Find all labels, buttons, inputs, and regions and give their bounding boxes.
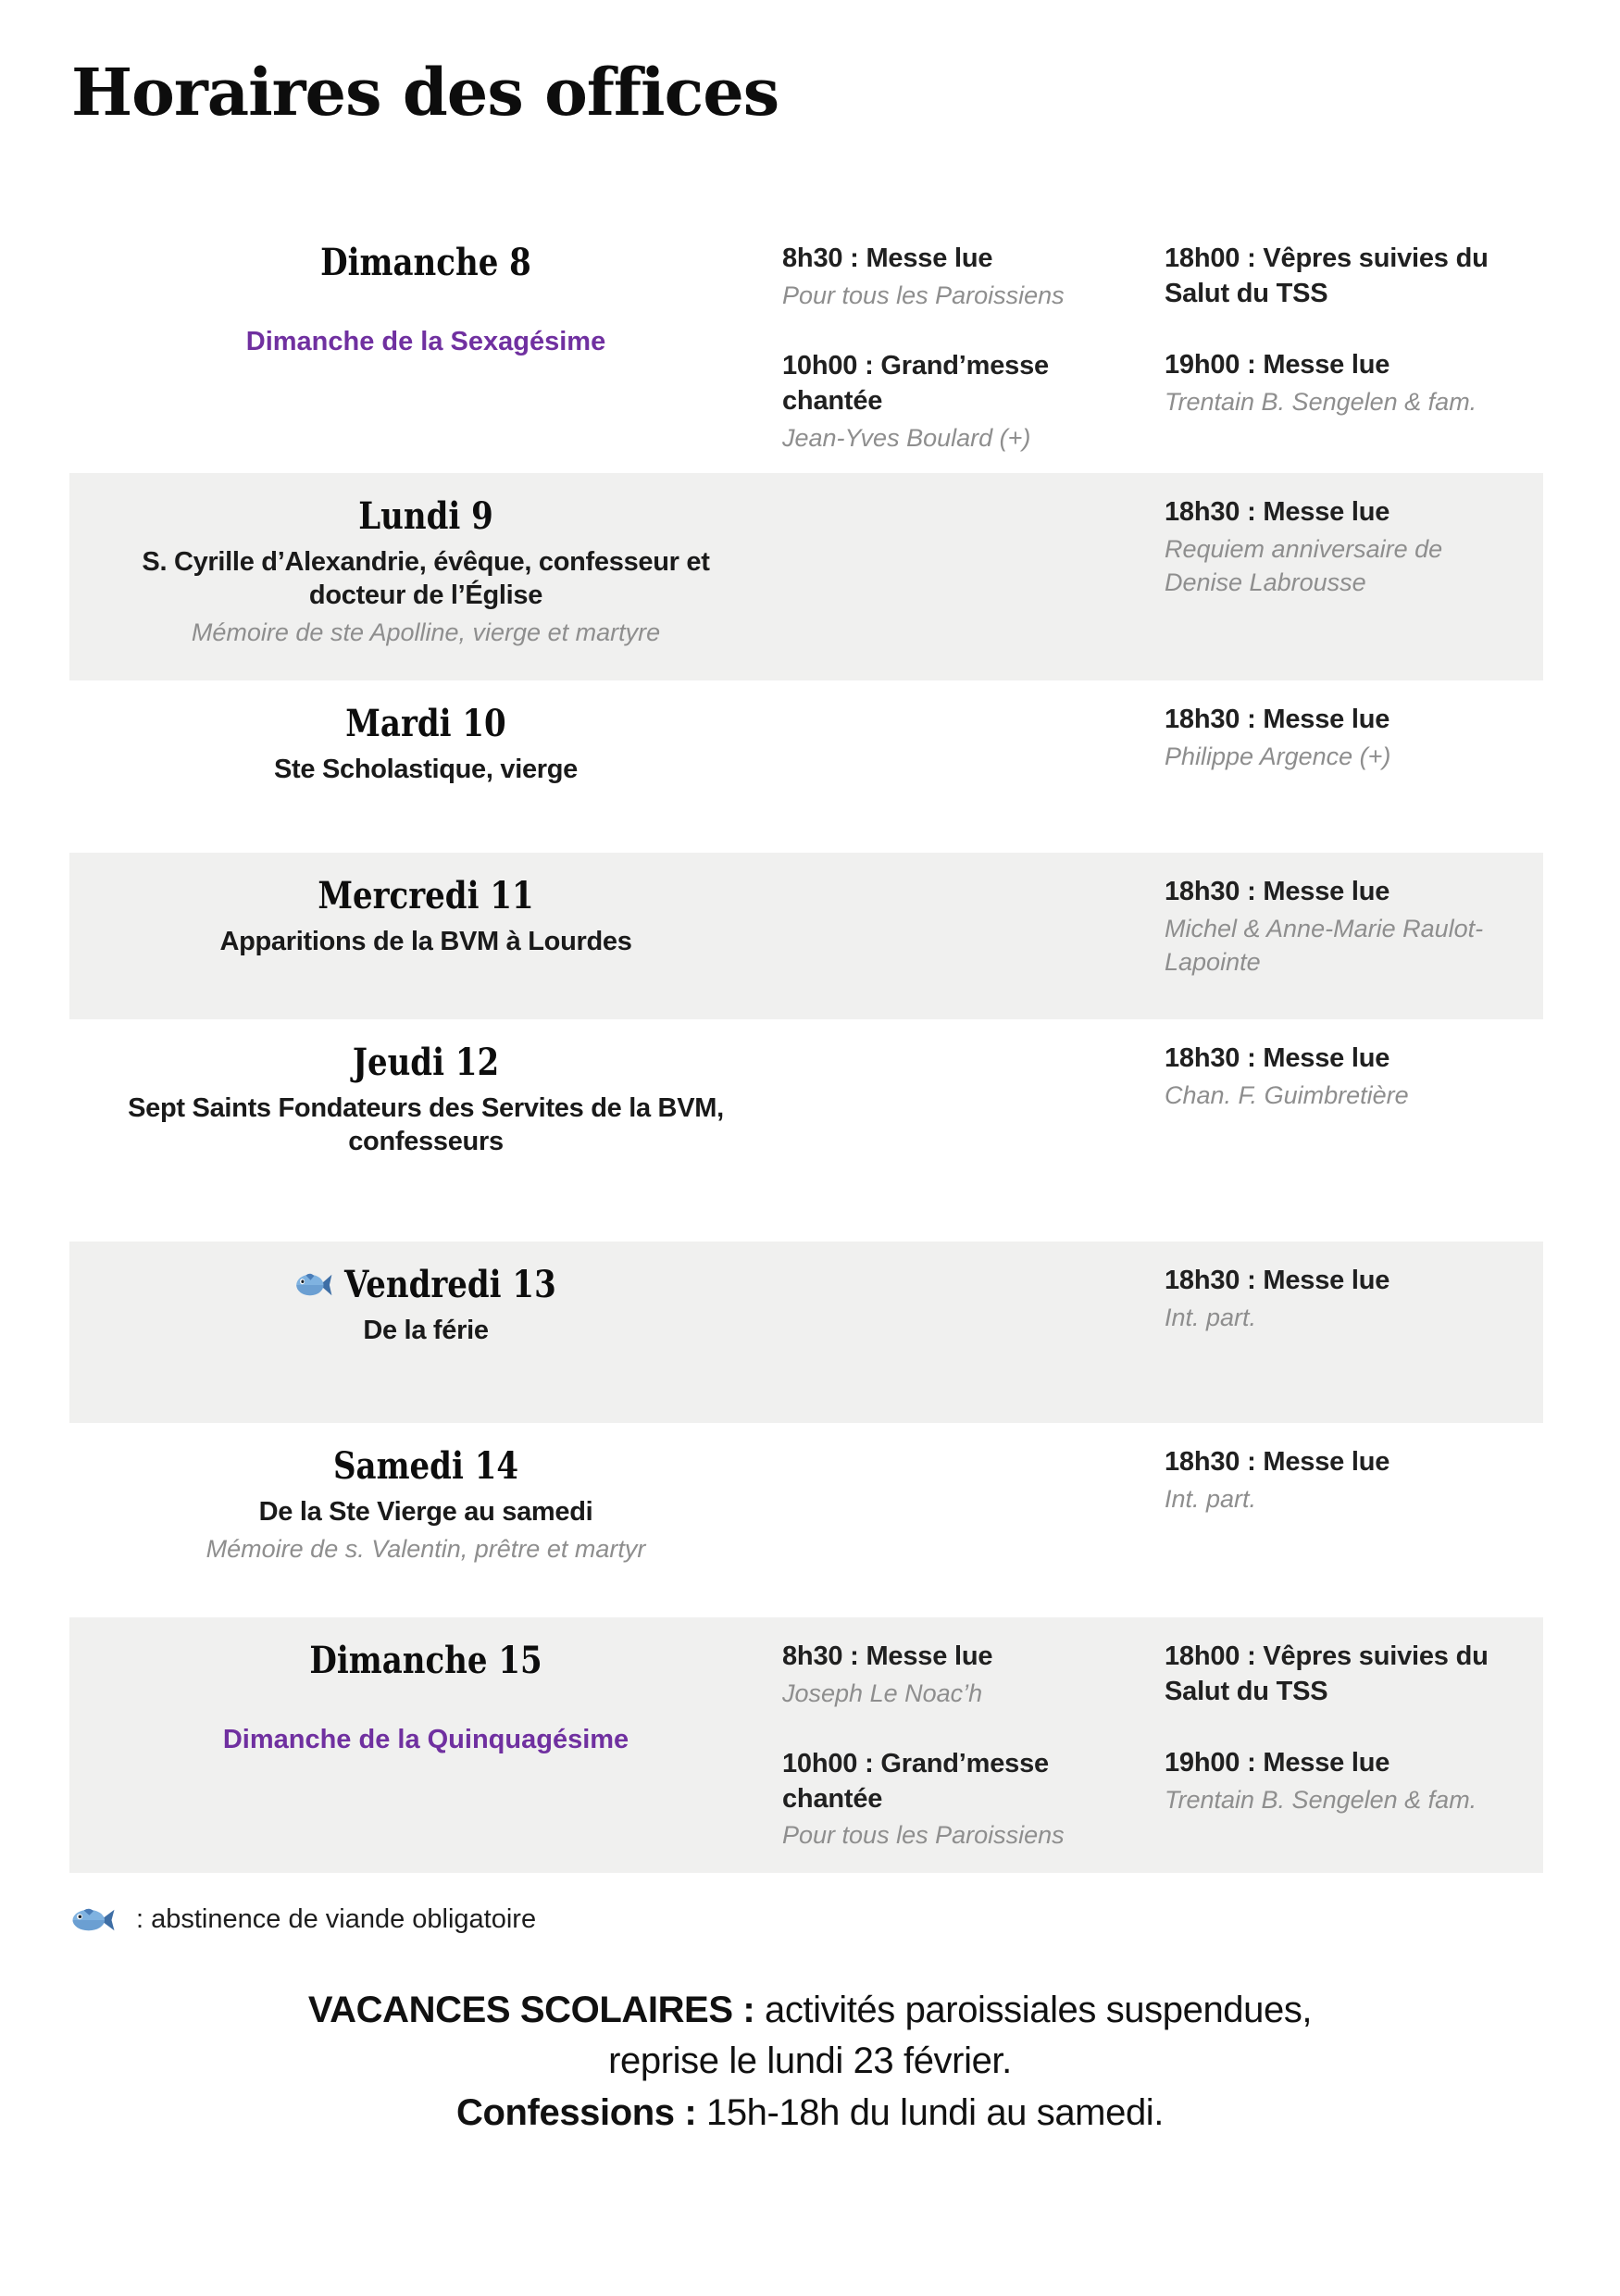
footer-line (69, 2036, 1551, 2087)
mass-time: 18h30 : Messe lue (1165, 704, 1390, 734)
mass-time: 18h30 : Messe lue (1165, 1446, 1390, 1477)
mass-column-2 (782, 703, 1165, 834)
day-label: Samedi 14 (332, 1443, 519, 1488)
feast-label: S. Cyrille d’Alexandrie, évêque, confesseur et docteur de l’Église (142, 546, 710, 611)
mass-column-3 (1165, 495, 1543, 662)
mass-column-3 (1165, 703, 1543, 834)
mass-entry (1165, 1746, 1512, 1816)
day-name (146, 703, 705, 745)
mass-entry (1165, 875, 1512, 980)
mass-intention: Int. part. (1165, 1303, 1257, 1331)
day-column (69, 1640, 782, 1854)
mass-entry (1165, 1445, 1512, 1516)
mass-time: 19h00 : Messe lue (1165, 350, 1390, 381)
day-column (69, 1445, 782, 1599)
mass-time: 18h30 : Messe lue (1165, 1042, 1390, 1073)
legend-text: : abstinence de viande obligatoire (136, 1904, 537, 1935)
mass-entry (782, 242, 1133, 312)
mass-entry (782, 1640, 1133, 1710)
schedule-row (69, 1019, 1543, 1242)
mass-intention: Pour tous les Paroissiens (782, 1821, 1065, 1850)
schedule-row (69, 853, 1543, 1019)
feast-label: Sept Saints Fondateurs des Servites de la BVM, confesseurs (128, 1092, 724, 1157)
mass-time: 18h30 : Messe lue (1165, 1265, 1390, 1295)
fish-icon (71, 1904, 116, 1935)
mass-column-2 (782, 1264, 1165, 1404)
mass-column-2 (782, 242, 1165, 455)
sunday-feast-label: Dimanche de la Sexagésime (245, 327, 606, 356)
mass-time: 18h00 : Vêpres suivies du Salut du TSS (1165, 243, 1489, 308)
day-column (69, 703, 782, 834)
mass-entry (782, 1747, 1133, 1853)
mass-intention: Jean-Yves Boulard (+) (782, 423, 1031, 452)
footer-text: activités paroissiales suspendues, (754, 1990, 1313, 2031)
footer-line (69, 1985, 1551, 2036)
schedule-row (69, 1617, 1543, 1873)
day-name (146, 1042, 705, 1084)
mass-column-3 (1165, 242, 1543, 455)
mass-time: 18h30 : Messe lue (1165, 496, 1390, 527)
mass-column-2 (782, 495, 1165, 662)
mass-intention: Michel & Anne-Marie Raulot-Lapointe (1165, 914, 1484, 977)
mass-intention: Int. part. (1165, 1484, 1257, 1513)
schedule-row (69, 219, 1543, 473)
day-label: Dimanche 8 (320, 241, 531, 284)
mass-entry (1165, 348, 1512, 418)
schedule-row (69, 1242, 1543, 1423)
mass-time: 10h00 : Grand’messe chantée (782, 351, 1049, 416)
mass-entry (1165, 703, 1512, 773)
schedule-row (69, 1423, 1543, 1617)
mass-column-3 (1165, 1042, 1543, 1223)
day-name (146, 1640, 705, 1682)
mass-entry (1165, 495, 1512, 600)
mass-entry (1165, 1042, 1512, 1112)
footer-line (69, 2088, 1551, 2139)
mass-time: 8h30 : Messe lue (782, 243, 993, 273)
sunday-feast-label: Dimanche de la Quinquagésime (222, 1724, 629, 1754)
footer-notices (69, 1985, 1551, 2139)
day-name (146, 1264, 705, 1306)
day-name (146, 875, 705, 917)
schedule-row (69, 680, 1543, 853)
mass-intention: Joseph Le Noac’h (782, 1678, 983, 1707)
page-title: Horaires des offices (71, 54, 779, 131)
mass-intention: Trentain B. Sengelen & fam. (1165, 1786, 1477, 1814)
day-name (146, 242, 705, 284)
fish-icon (71, 1905, 116, 1935)
mass-entry (1165, 1264, 1512, 1334)
mass-intention: Pour tous les Paroissiens (782, 281, 1065, 309)
mass-time: 19h00 : Messe lue (1165, 1748, 1390, 1778)
mass-intention: Trentain B. Sengelen & fam. (1165, 388, 1477, 417)
mass-time: 8h30 : Messe lue (782, 1641, 993, 1671)
day-column (69, 875, 782, 1001)
footer-text: VACANCES SCOLAIRES : (307, 1990, 755, 2031)
day-label: Jeudi 12 (352, 1040, 500, 1084)
feast-label: Ste Scholastique, vierge (273, 754, 579, 784)
day-column (69, 1264, 782, 1404)
mass-intention: Chan. F. Guimbretière (1165, 1080, 1409, 1109)
mass-entry (1165, 1640, 1512, 1709)
mass-intention: Requiem anniversaire de Denise Labrousse (1165, 534, 1443, 597)
schedule (69, 219, 1543, 1873)
fish-icon (295, 1270, 333, 1300)
mass-column-3 (1165, 1264, 1543, 1404)
mass-entry (782, 349, 1133, 455)
day-name (146, 495, 705, 538)
mass-column-3 (1165, 1640, 1543, 1854)
mass-column-2 (782, 1445, 1165, 1599)
fish-legend (71, 1904, 1551, 1935)
day-column (69, 1042, 782, 1223)
footer-text: reprise le lundi 23 février. (608, 2040, 1012, 2082)
footer-text: 15h-18h du lundi au samedi. (696, 2091, 1164, 2133)
day-label: Mercredi 11 (318, 873, 534, 917)
mass-column-3 (1165, 1445, 1543, 1599)
mass-intention: Philippe Argence (+) (1165, 742, 1391, 770)
footer-text: Confessions : (456, 2091, 697, 2133)
day-label: Mardi 10 (345, 701, 506, 745)
feast-label: De la Ste Vierge au samedi (258, 1496, 593, 1527)
mass-column-2 (782, 1042, 1165, 1223)
feast-label: Apparitions de la BVM à Lourdes (219, 926, 632, 956)
day-label: Lundi 9 (358, 493, 493, 538)
day-name (146, 1445, 705, 1488)
mass-entry (1165, 242, 1512, 311)
mass-time: 10h00 : Grand’messe chantée (782, 1749, 1049, 1814)
mass-time: 18h30 : Messe lue (1165, 876, 1390, 906)
day-column (69, 495, 782, 662)
day-column (69, 242, 782, 455)
mass-column-2 (782, 875, 1165, 1001)
memorial-label: Mémoire de ste Apolline, vierge et martyre (191, 618, 661, 647)
memorial-label: Mémoire de s. Valentin, prêtre et martyr (206, 1535, 646, 1564)
day-label: Vendredi 13 (343, 1262, 556, 1306)
mass-column-3 (1165, 875, 1543, 1001)
feast-label: De la férie (363, 1315, 489, 1345)
mass-column-2 (782, 1640, 1165, 1854)
day-label: Dimanche 15 (309, 1638, 542, 1682)
mass-time: 18h00 : Vêpres suivies du Salut du TSS (1165, 1641, 1489, 1706)
schedule-row (69, 473, 1543, 680)
